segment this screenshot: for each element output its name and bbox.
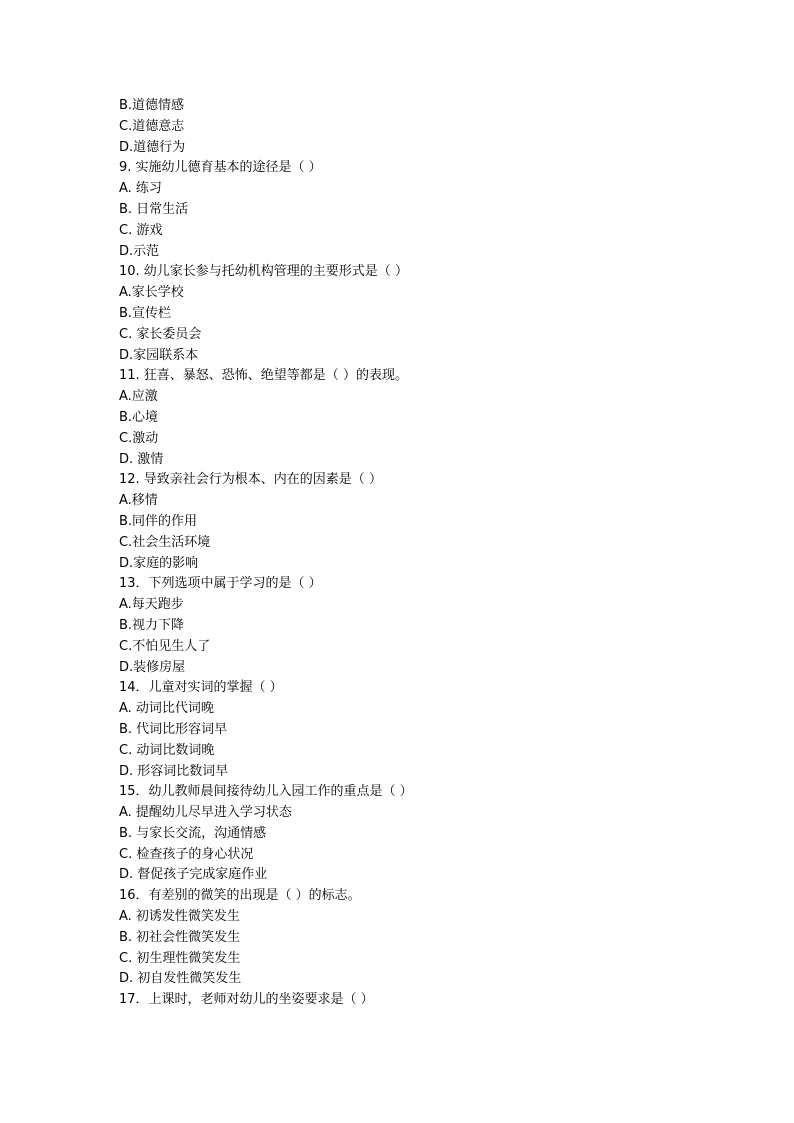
question-stem: 14．儿童对实词的掌握（ ） xyxy=(119,680,283,696)
question-stem: 9. 实施幼儿德育基本的途径是（ ） xyxy=(119,160,322,176)
question-stem: 12. 导致亲社会行为根本、内在的因素是（ ） xyxy=(119,472,382,488)
answer-option: B. 日常生活 xyxy=(119,201,189,217)
question-stem: 16．有差别的微笑的出现是（ ）的标志。 xyxy=(119,888,361,904)
answer-option: A. 练习 xyxy=(119,181,162,197)
answer-option: D. 督促孩子完成家庭作业 xyxy=(119,867,268,883)
answer-option: C. 动词比数词晚 xyxy=(119,742,215,758)
answer-option: C. 游戏 xyxy=(119,222,163,238)
answer-option: B. 与家长交流，沟通情感 xyxy=(119,825,267,841)
answer-option: C.不怕见生人了 xyxy=(119,638,211,654)
question-stem: 15．幼儿教师晨间接待幼儿入园工作的重点是（ ） xyxy=(119,784,413,800)
answer-option: A.每天跑步 xyxy=(119,597,184,613)
answer-option: B.道德情感 xyxy=(119,98,185,113)
answer-option: B.同伴的作用 xyxy=(119,513,198,529)
answer-option: A. 初诱发性微笑发生 xyxy=(119,909,240,925)
answer-option: B.宣传栏 xyxy=(119,305,172,321)
answer-option: D.道德行为 xyxy=(119,139,186,155)
answer-option: A.移情 xyxy=(119,493,158,509)
answer-option: A. 提醒幼儿尽早进入学习状态 xyxy=(119,805,292,821)
answer-option: B.心境 xyxy=(119,409,159,425)
answer-option: C. 初生理性微笑发生 xyxy=(119,950,241,966)
answer-option: D.装修房屋 xyxy=(119,659,186,675)
answer-option: C.社会生活环境 xyxy=(119,534,211,550)
answer-option: C.道德意志 xyxy=(119,118,185,134)
answer-option: B. 初社会性微笑发生 xyxy=(119,929,241,945)
answer-option: C.激动 xyxy=(119,430,159,446)
answer-option: B. 代词比形容词早 xyxy=(119,721,228,737)
answer-option: C. 检查孩子的身心状况 xyxy=(119,846,254,862)
answer-option: D. 形容词比数词早 xyxy=(119,763,229,779)
answer-option: D.示范 xyxy=(119,243,160,259)
answer-option: A.家长学校 xyxy=(119,285,184,301)
question-stem: 13．下列选项中属于学习的是（ ） xyxy=(119,576,322,592)
question-stem: 17．上课时，老师对幼儿的坐姿要求是（ ） xyxy=(119,992,374,1008)
answer-option: B.视力下降 xyxy=(119,617,185,633)
question-list xyxy=(119,96,679,1011)
answer-option: A.应激 xyxy=(119,389,158,405)
question-stem: 10. 幼儿家长参与托幼机构管理的主要形式是（ ） xyxy=(119,264,408,280)
answer-option: D.家庭的影响 xyxy=(119,555,199,571)
answer-option: C. 家长委员会 xyxy=(119,326,202,342)
answer-option: D. 激情 xyxy=(119,451,164,467)
answer-option: A. 动词比代词晚 xyxy=(119,701,214,717)
answer-option: D.家园联系本 xyxy=(119,347,199,363)
answer-option: D. 初自发性微笑发生 xyxy=(119,971,242,987)
question-stem: 11. 狂喜、暴怒、恐怖、绝望等都是（ ）的表现。 xyxy=(119,368,408,384)
